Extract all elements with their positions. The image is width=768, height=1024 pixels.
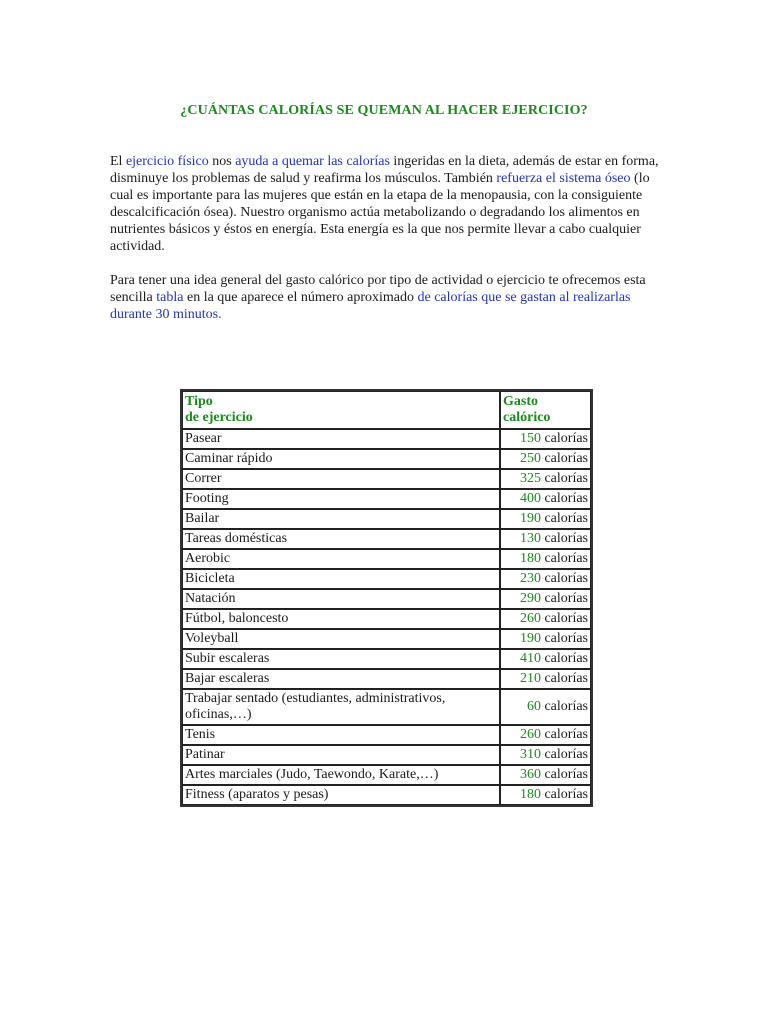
activity-cell: Artes marciales (Judo, Taewondo, Karate,…) bbox=[182, 765, 500, 785]
calories-unit: calorías bbox=[544, 431, 588, 446]
table-row bbox=[182, 785, 591, 805]
link-calorias-30-minutos[interactable]: de calorías que se gastan al realizarlas durante 30 minutos. bbox=[110, 290, 631, 322]
calories-value: 260 bbox=[519, 611, 541, 626]
activity-cell: Bailar bbox=[182, 509, 500, 529]
header-calories bbox=[500, 391, 591, 429]
header-calories-line1: Gasto bbox=[503, 394, 538, 409]
table-row bbox=[182, 529, 591, 549]
header-activity-line1: Tipo bbox=[185, 394, 213, 409]
calories-cell bbox=[500, 725, 591, 745]
calories-unit: calorías bbox=[544, 571, 588, 586]
calories-cell bbox=[500, 569, 591, 589]
calories-unit: calorías bbox=[544, 699, 588, 714]
calories-unit: calorías bbox=[544, 471, 588, 486]
calories-cell bbox=[500, 669, 591, 689]
calories-value: 180 bbox=[519, 787, 541, 802]
calories-unit: calorías bbox=[544, 727, 588, 742]
activity-cell: Patinar bbox=[182, 745, 500, 765]
calories-unit: calorías bbox=[544, 671, 588, 686]
link-tabla[interactable]: tabla bbox=[156, 290, 184, 305]
table-row bbox=[182, 649, 591, 669]
activity-cell: Bicicleta bbox=[182, 569, 500, 589]
table-row bbox=[182, 429, 591, 449]
calories-value: 230 bbox=[519, 571, 541, 586]
calories-value: 410 bbox=[519, 651, 541, 666]
calories-unit: calorías bbox=[544, 631, 588, 646]
intro-text-1: El bbox=[110, 154, 126, 169]
page-title: ¿CUÁNTAS CALORÍAS SE QUEMAN AL HACER EJERCICIO? bbox=[180, 103, 588, 118]
table-row bbox=[182, 765, 591, 785]
calories-cell bbox=[500, 629, 591, 649]
calories-cell bbox=[500, 489, 591, 509]
activity-cell: Caminar rápido bbox=[182, 449, 500, 469]
activity-cell: Natación bbox=[182, 589, 500, 609]
table-intro-text-1: Para tener una idea general del gasto calórico por tipo de actividad o ejercicio te ofrecemos esta sencilla bbox=[110, 273, 646, 305]
calories-cell bbox=[500, 589, 591, 609]
calories-unit: calorías bbox=[544, 491, 588, 506]
activity-cell: Fútbol, baloncesto bbox=[182, 609, 500, 629]
calories-unit: calorías bbox=[544, 451, 588, 466]
intro-text-4: (lo cual es importante para las mujeres que están en la etapa de la menopausia, con la consiguiente descalcificación ósea). Nuestro organismo actúa metabolizando o degradando los alimentos en nutrientes básicos y éstos en energía. Esta energía es la que nos permite llevar a cabo cualquier actividad. bbox=[110, 171, 650, 254]
calories-unit: calorías bbox=[544, 531, 588, 546]
header-calories-line2: calórico bbox=[503, 410, 551, 425]
calories-value: 130 bbox=[519, 531, 541, 546]
calories-cell bbox=[500, 649, 591, 669]
calories-cell bbox=[500, 509, 591, 529]
table-row bbox=[182, 569, 591, 589]
calories-value: 260 bbox=[519, 727, 541, 742]
calories-value: 250 bbox=[519, 451, 541, 466]
calories-unit: calorías bbox=[544, 767, 588, 782]
table-row bbox=[182, 509, 591, 529]
table-row bbox=[182, 549, 591, 569]
calories-value: 210 bbox=[519, 671, 541, 686]
calories-unit: calorías bbox=[544, 651, 588, 666]
calorie-table bbox=[180, 389, 593, 807]
calories-cell bbox=[500, 469, 591, 489]
calories-value: 60 bbox=[526, 699, 541, 714]
table-row bbox=[182, 469, 591, 489]
activity-cell: Trabajar sentado (estudiantes, administrativos, oficinas,…) bbox=[182, 689, 500, 725]
calories-value: 325 bbox=[519, 471, 541, 486]
calories-cell bbox=[500, 449, 591, 469]
calories-unit: calorías bbox=[544, 511, 588, 526]
calories-cell bbox=[500, 765, 591, 785]
table-intro-paragraph bbox=[110, 272, 660, 323]
table-row bbox=[182, 489, 591, 509]
calories-cell bbox=[500, 609, 591, 629]
header-activity-line2: de ejercicio bbox=[185, 410, 253, 425]
calories-value: 360 bbox=[519, 767, 541, 782]
link-ejercicio-fisico[interactable]: ejercicio físico bbox=[125, 154, 209, 169]
activity-cell: Footing bbox=[182, 489, 500, 509]
activity-cell: Aerobic bbox=[182, 549, 500, 569]
calories-cell bbox=[500, 529, 591, 549]
table-intro-text-2: en la que aparece el número aproximado bbox=[183, 290, 418, 305]
calories-value: 190 bbox=[519, 631, 541, 646]
calories-value: 180 bbox=[519, 551, 541, 566]
activity-cell: Subir escaleras bbox=[182, 649, 500, 669]
table-row bbox=[182, 609, 591, 629]
table-row bbox=[182, 629, 591, 649]
calories-cell bbox=[500, 745, 591, 765]
calories-unit: calorías bbox=[544, 591, 588, 606]
intro-paragraph bbox=[110, 153, 660, 255]
activity-cell: Correr bbox=[182, 469, 500, 489]
calories-value: 190 bbox=[519, 511, 541, 526]
header-activity bbox=[182, 391, 500, 429]
activity-cell: Voleyball bbox=[182, 629, 500, 649]
table-row bbox=[182, 669, 591, 689]
calories-cell bbox=[500, 429, 591, 449]
intro-text-3: ingeridas en la dieta, además de estar en forma, disminuye los problemas de salud y reafirma los músculos. También bbox=[110, 154, 659, 186]
calories-value: 400 bbox=[519, 491, 541, 506]
calories-cell bbox=[500, 549, 591, 569]
calories-value: 310 bbox=[519, 747, 541, 762]
link-quemar-calorias[interactable]: ayuda a quemar las calorías bbox=[235, 154, 390, 169]
calories-unit: calorías bbox=[544, 611, 588, 626]
table-row bbox=[182, 589, 591, 609]
calories-unit: calorías bbox=[544, 551, 588, 566]
activity-cell: Pasear bbox=[182, 429, 500, 449]
activity-cell: Fitness (aparatos y pesas) bbox=[182, 785, 500, 805]
table-header-row bbox=[182, 391, 591, 429]
activity-cell: Tareas domésticas bbox=[182, 529, 500, 549]
intro-text-2: nos bbox=[208, 154, 236, 169]
calories-unit: calorías bbox=[544, 747, 588, 762]
calories-value: 290 bbox=[519, 591, 541, 606]
calories-cell bbox=[500, 785, 591, 805]
table-row bbox=[182, 725, 591, 745]
table-row bbox=[182, 449, 591, 469]
activity-cell: Tenis bbox=[182, 725, 500, 745]
calories-value: 150 bbox=[519, 431, 541, 446]
table-row bbox=[182, 689, 591, 725]
calories-cell bbox=[500, 689, 591, 725]
table-row bbox=[182, 745, 591, 765]
activity-cell: Bajar escaleras bbox=[182, 669, 500, 689]
calories-unit: calorías bbox=[544, 787, 588, 802]
link-sistema-oseo[interactable]: refuerza el sistema óseo bbox=[496, 171, 631, 186]
